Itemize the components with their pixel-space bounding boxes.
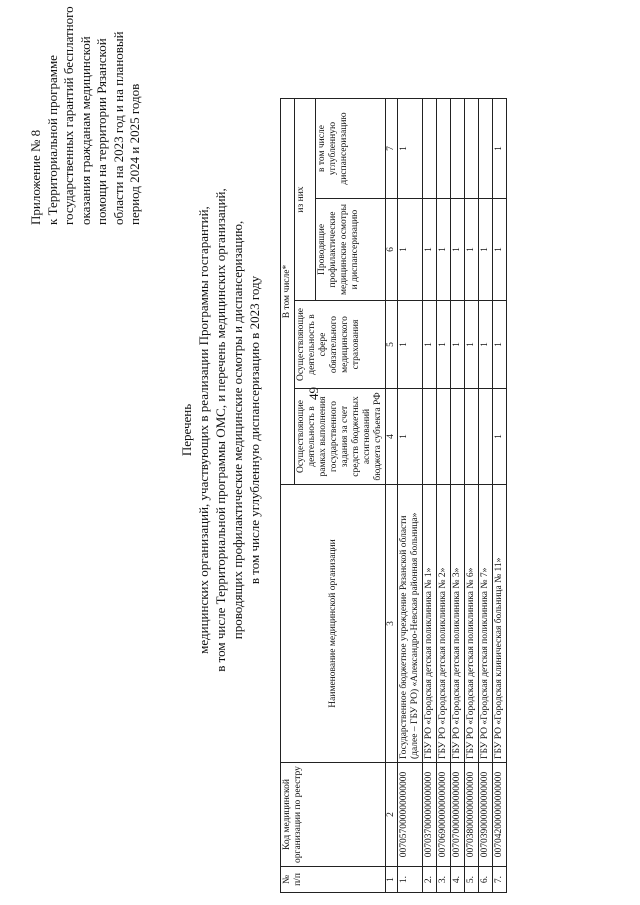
row-col6: 1	[437, 199, 451, 301]
row-col4	[451, 389, 465, 485]
header-name: Наименование медицинской организации	[281, 485, 386, 763]
heading-line: проводящих профилактические медицинские осмотры и диспансеризацию,	[230, 220, 245, 640]
row-col7: 1	[398, 99, 423, 199]
column-number: 1	[386, 867, 398, 893]
row-col5: 1	[493, 301, 507, 389]
row-col6: 1	[479, 199, 493, 301]
table-row	[398, 99, 423, 893]
header-code: Код медицинской организации по реестру	[281, 763, 386, 867]
appendix-line: период 2024 и 2025 годов	[127, 83, 142, 225]
heading-line: в том числе углубленную диспансеризацию в 2023 году	[247, 275, 262, 585]
table-row	[493, 99, 507, 893]
row-col5: 1	[451, 301, 465, 389]
row-col6: 1	[465, 199, 479, 301]
row-name: ГБУ РО «Городская детская поликлиника № 3»	[451, 485, 465, 763]
column-number: 6	[386, 199, 398, 301]
appendix-line: оказания гражданам медицинской	[77, 36, 93, 225]
row-num: 5.	[465, 867, 479, 893]
table-body	[398, 99, 507, 893]
row-col5: 1	[465, 301, 479, 389]
row-num: 1.	[398, 867, 423, 893]
appendix-line: к Территориальной программе	[44, 55, 60, 225]
row-num: 3.	[437, 867, 451, 893]
row-code: 007057000000000000	[398, 763, 423, 867]
header-col7: в том числе углубленную диспансеризацию	[315, 99, 385, 199]
appendix-line: области на 2023 год и на плановый	[110, 31, 126, 225]
row-name: ГБУ РО «Городская детская поликлиника № 6»	[465, 485, 479, 763]
row-num: 6.	[479, 867, 493, 893]
row-col4: 1	[493, 389, 507, 485]
row-code: 007038000000000000	[465, 763, 479, 867]
row-name: Государственное бюджетное учреждение Рязанской области (далее – ГБУ РО) «Александро-Невская районная больница»	[398, 485, 423, 763]
table-row	[465, 99, 479, 893]
row-code: 007070000000000000	[451, 763, 465, 867]
row-col7: 1	[493, 99, 507, 199]
appendix-line: государственных гарантий бесплатного	[61, 6, 76, 225]
appendix-line: Приложение № 8	[28, 129, 43, 225]
row-name: ГБУ РО «Городская клиническая больница № 11»	[493, 485, 507, 763]
row-name: ГБУ РО «Городская детская поликлиника № 7»	[479, 485, 493, 763]
row-code: 007037000000000000	[423, 763, 437, 867]
row-col5: 1	[398, 301, 423, 389]
row-code: 007039000000000000	[479, 763, 493, 867]
row-col6: 1	[398, 199, 423, 301]
row-col7	[423, 99, 437, 199]
row-col5: 1	[423, 301, 437, 389]
header-num: № п/п	[281, 867, 386, 893]
table-row	[479, 99, 493, 893]
column-number: 4	[386, 389, 398, 485]
table-row	[437, 99, 451, 893]
row-col7	[465, 99, 479, 199]
row-num: 7.	[493, 867, 507, 893]
header-group: В том числе*	[281, 99, 295, 485]
row-col6: 1	[423, 199, 437, 301]
organizations-table	[280, 98, 507, 893]
row-col7	[451, 99, 465, 199]
row-num: 2.	[423, 867, 437, 893]
row-code: 007069000000000000	[437, 763, 451, 867]
column-number: 2	[386, 763, 398, 867]
document-heading	[178, 185, 263, 675]
heading-line: в том числе Территориальной программы ОМС, и перечень медицинских организаций,	[213, 188, 228, 672]
appendix-block	[28, 5, 144, 225]
row-col7	[437, 99, 451, 199]
heading-line: медицинских организаций, участвующих в реализации Программы госгарантий,	[196, 206, 211, 654]
row-col4	[479, 389, 493, 485]
row-col4	[437, 389, 451, 485]
column-number: 3	[386, 485, 398, 763]
table-row	[423, 99, 437, 893]
row-col5: 1	[437, 301, 451, 389]
page-number: 49	[306, 387, 321, 400]
table-row	[451, 99, 465, 893]
heading-title: Перечень	[179, 403, 194, 457]
row-code: 007042000000000000	[493, 763, 507, 867]
row-col5: 1	[479, 301, 493, 389]
row-col4	[423, 389, 437, 485]
column-number: 7	[386, 99, 398, 199]
row-name: ГБУ РО «Городская детская поликлиника № 2»	[437, 485, 451, 763]
column-number: 5	[386, 301, 398, 389]
header-col5: Осуществляющие деятельность в сфере обязательного медицинского страхования	[295, 301, 386, 389]
row-col6: 1	[493, 199, 507, 301]
row-num: 4.	[451, 867, 465, 893]
column-number-row	[386, 99, 398, 893]
row-col4	[465, 389, 479, 485]
header-col6: Проводящие профилактические медицинские осмотры и диспансеризацию	[315, 199, 385, 301]
row-name: ГБУ РО «Городская детская поликлиника № 1»	[423, 485, 437, 763]
row-col4: 1	[398, 389, 423, 485]
appendix-line: помощи на территории Рязанской	[94, 38, 109, 225]
header-subgroup: из них	[295, 99, 316, 301]
row-col7	[479, 99, 493, 199]
row-col6: 1	[451, 199, 465, 301]
header-col4: Осуществляющие деятельность в рамках выполнения государственного задания за счет средств бюджетных ассигнований бюджета субъекта РФ	[295, 389, 386, 485]
